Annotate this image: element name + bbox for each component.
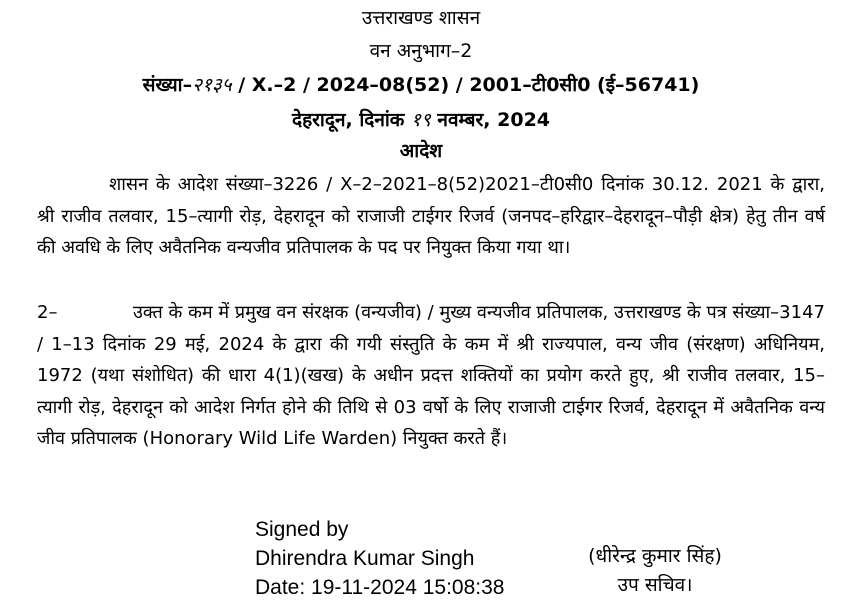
official-designation: उप सचिव। xyxy=(617,574,693,596)
reference-number xyxy=(0,73,842,97)
section-heading: वन अनुभाग–2 xyxy=(369,40,473,62)
digital-signature-block xyxy=(255,515,504,602)
reference-prefix: संख्या– xyxy=(142,74,193,96)
paragraph-2 xyxy=(37,297,825,455)
place-date-line xyxy=(0,108,842,132)
paragraph-2-text: उक्त के कम में प्रमुख वन संरक्षक (वन्यजीव) / मुख्य वन्यजीव प्रतिपालक, उत्तराखण्ड के पत्र संख्या–3147 / 1–13 दिनांक 29 मई, 2024 के द्वारा की गयी संस्तुति के कम में श्री राज्यपाल, वन्य जीव (संरक्षण) अधिनियम, 1972 (यथा संशोधित) की धारा 4(1)(खख) के अधीन प्रदत्त शक्तियों का प्रयोग करते हुए, श्री राजीव तलवार, 15–त्यागी रोड़, देहरादून को आदेश निर्गत होने की तिथि से 03 वर्षो के लिए राजाजी टाईगर रिजर्व, देहरादून में अवैतनिक वन्य जीव प्रतिपालक (Honorary Wild Life Warden) नियुक्त करते हैं। xyxy=(37,302,825,449)
paragraph-2-number: 2– xyxy=(37,302,58,323)
signed-by-label: Signed by xyxy=(255,518,349,541)
handwritten-reference-number: २१३५ xyxy=(192,74,232,96)
paragraph-1: शासन के आदेश संख्या–3226 / X–2–2021–8(52)2021–टी0सी0 दिनांक 30.12. 2021 के द्वारा, श्री राजीव तलवार, 15–त्यागी रोड़, देहरादून को राजाजी टाईगर रिजर्व (जनपद–हरिद्वार–देहरादून–पौड़ी क्षेत्र) हेतु तीन वर्ष की अवधि के लिए अवैतनिक वन्यजीव प्रतिपालक के पद पर नियुक्त किया गया था। xyxy=(37,174,825,258)
signer-name: Dhirendra Kumar Singh xyxy=(255,547,475,570)
order-title: आदेश xyxy=(399,140,443,162)
official-name: (धीरेन्द्र कुमार सिंह) xyxy=(588,545,722,567)
date-prefix: देहरादून, दिनांक xyxy=(291,109,412,131)
signature-date: Date: 19-11-2024 15:08:38 xyxy=(255,576,505,599)
handwritten-date-day: १९ xyxy=(411,109,431,131)
date-suffix: नवम्बर, 2024 xyxy=(430,109,551,131)
official-signatory-block xyxy=(560,542,750,600)
reference-suffix: / X.–2 / 2024–08(52) / 2001–टी0सी0 (ई–56741) xyxy=(231,74,700,96)
government-heading: उत्तराखण्ड शासन xyxy=(361,7,481,29)
